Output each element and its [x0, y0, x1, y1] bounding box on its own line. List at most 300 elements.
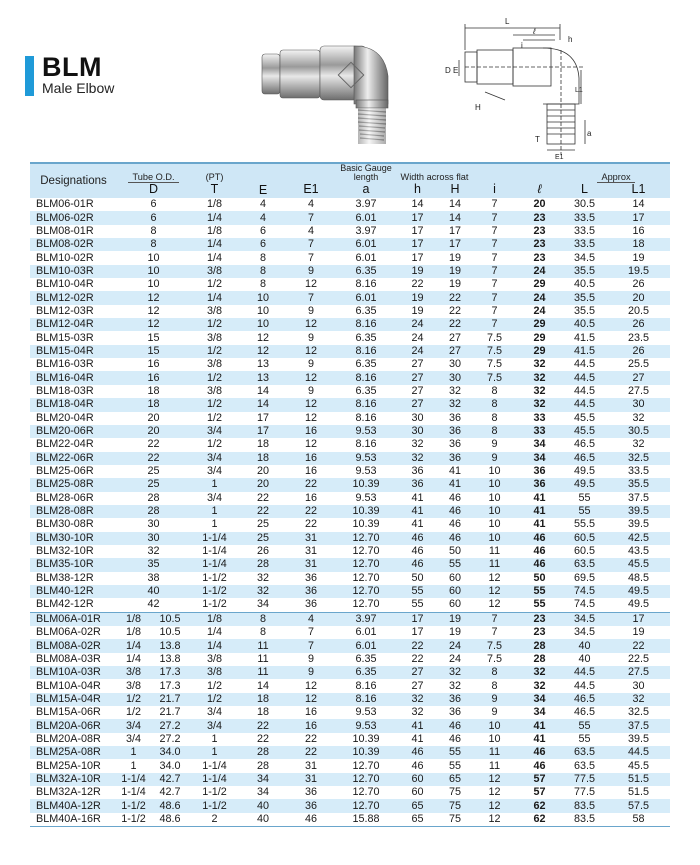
table-cell: 32.5 — [627, 706, 649, 719]
table-row — [30, 211, 670, 224]
table-cell: 20 — [239, 478, 287, 491]
table-cell: 12 — [256, 331, 269, 344]
table-cell: 12 — [287, 693, 335, 706]
table-row — [30, 318, 670, 331]
table-cell: 12 — [488, 571, 501, 584]
table-cell: 8 — [491, 384, 498, 397]
label-T: T — [535, 135, 540, 144]
table-cell: 11 — [472, 746, 517, 759]
table-cell: 41.5 — [562, 345, 607, 358]
table-cell: 28 — [533, 652, 546, 665]
table-cell: 19 — [438, 265, 472, 278]
table-cell: 25 — [117, 478, 190, 491]
table-cell: 46 — [448, 732, 461, 745]
table-cell: 46 — [438, 505, 472, 518]
table-cell: 27.5 — [627, 384, 649, 397]
table-cell: 9 — [287, 666, 335, 679]
table-cell: 3.97 — [355, 224, 377, 237]
table-cell: 22 — [397, 639, 438, 652]
table-cell: 16 — [287, 425, 335, 438]
table-cell: 60 — [411, 786, 424, 799]
table-cell: 10 — [488, 491, 501, 504]
table-cell: 65 — [397, 799, 438, 812]
table-cell: 1/2 — [206, 438, 222, 451]
table-cell: 7.5 — [472, 345, 517, 358]
table-cell: 1/2 — [206, 411, 222, 424]
table-cell: 1-1/2 — [190, 799, 239, 812]
table-cell: 1/4 — [190, 211, 239, 224]
table-row — [30, 746, 670, 759]
table-cell: 62 — [517, 799, 562, 812]
table-cell: 3.97 — [355, 198, 377, 211]
table-row — [30, 492, 670, 505]
table-cell: 1-1/2 — [117, 813, 150, 827]
table-cell: 14 — [448, 198, 461, 211]
table-cell: 7 — [491, 626, 498, 639]
table-cell: 11 — [488, 545, 501, 558]
table-cell: 30 — [397, 425, 438, 438]
table-cell: 46.5 — [573, 706, 595, 719]
table-cell: 8 — [491, 679, 498, 692]
table-cell: 46 — [517, 532, 562, 545]
table-cell: BLM15A-04R — [30, 693, 117, 706]
table-row — [30, 813, 670, 827]
page-title: BLM — [42, 52, 102, 82]
table-cell: 22 — [287, 505, 335, 518]
table-cell: 6.01 — [335, 211, 397, 224]
table-cell: 1 — [130, 759, 137, 772]
table-row — [30, 225, 670, 238]
table-cell: 3/8 — [206, 384, 222, 397]
table-cell: BLM25A-08R — [30, 746, 117, 759]
label-E: E — [453, 66, 459, 75]
table-cell: 10 — [239, 291, 287, 304]
table-cell: 30 — [411, 411, 424, 424]
label-l: ℓ — [533, 27, 536, 36]
table-cell: 32 — [533, 358, 546, 371]
table-cell: BLM32A-12R — [36, 786, 101, 799]
table-cell: 32 — [438, 666, 472, 679]
table-cell: 18 — [256, 706, 269, 719]
table-cell: 16 — [304, 491, 317, 504]
table-row — [30, 799, 670, 812]
table-cell: BLM28-08R — [30, 505, 117, 518]
table-cell: 36 — [438, 452, 472, 465]
table-cell: 1/2 — [206, 679, 222, 692]
table-cell: 24 — [411, 331, 424, 344]
table-cell: 46 — [397, 532, 438, 545]
table-cell: 10 — [488, 732, 501, 745]
table-cell: 11 — [472, 558, 517, 571]
table-cell: 28 — [239, 746, 287, 759]
table-cell: 17.3 — [150, 666, 190, 679]
table-cell: BLM30-10R — [30, 532, 117, 545]
table-cell: 6.35 — [355, 331, 377, 344]
label-h: h — [568, 35, 573, 44]
table-cell: 32 — [147, 545, 160, 558]
table-cell: 46 — [397, 558, 438, 571]
table-cell: 3/4 — [206, 491, 222, 504]
table-cell: 6 — [239, 238, 287, 251]
table-cell: 60 — [448, 598, 461, 611]
table-row — [30, 518, 670, 531]
male-elbow-photo — [258, 36, 408, 156]
page-subtitle: Male Elbow — [42, 80, 115, 96]
table-cell: 16 — [287, 719, 335, 732]
table-cell: 36 — [304, 786, 317, 799]
table-row — [30, 398, 670, 411]
table-cell: 51.5 — [627, 786, 649, 799]
table-cell: 1/4 — [206, 251, 222, 264]
label-L: L — [505, 17, 510, 26]
table-cell: BLM25-06R — [36, 465, 94, 478]
table-cell: 32 — [533, 384, 546, 397]
table-cell: 20 — [533, 198, 546, 211]
table-cell: 26 — [607, 318, 670, 331]
table-cell: 41 — [517, 505, 562, 518]
table-cell: 11 — [488, 759, 501, 772]
table-cell: 13 — [239, 371, 287, 384]
table-cell: 9 — [307, 358, 314, 371]
table-cell: 44.5 — [562, 371, 607, 384]
table-cell: 69.5 — [573, 571, 595, 584]
table-cell: 10.39 — [335, 746, 397, 759]
table-cell: 7 — [472, 318, 517, 331]
table-cell: 22 — [411, 652, 424, 665]
table-cell: 8 — [491, 411, 498, 424]
table-cell: 35.5 — [562, 265, 607, 278]
table-cell: 30 — [147, 518, 160, 531]
table-cell: 22 — [256, 491, 269, 504]
table-cell: 1/2 — [190, 345, 239, 358]
table-cell: 1/4 — [125, 652, 141, 665]
table-cell: 9 — [287, 265, 335, 278]
col-T: T — [190, 182, 239, 198]
table-cell: BLM10-04R — [36, 278, 94, 291]
col-E1: E1 — [287, 182, 335, 198]
table-cell: 33 — [533, 411, 546, 424]
table-cell: 34 — [533, 706, 546, 719]
table-cell: 12 — [304, 411, 317, 424]
table-row — [30, 278, 670, 291]
table-cell: 1/4 — [190, 238, 239, 251]
table-cell: 20 — [607, 291, 670, 304]
table-cell: BLM20A-06R — [30, 719, 117, 732]
table-row — [30, 693, 670, 706]
table-cell: 12.70 — [352, 545, 380, 558]
table-cell: 24 — [397, 345, 438, 358]
table-cell: 28 — [239, 558, 287, 571]
table-cell: 55.5 — [573, 518, 595, 531]
table-row — [30, 358, 670, 371]
table-cell: 32 — [533, 679, 546, 692]
table-row — [30, 505, 670, 518]
title-accent-bar — [25, 56, 34, 96]
table-cell: 41 — [533, 732, 546, 745]
table-cell: 40 — [239, 799, 287, 812]
table-cell: BLM25-08R — [30, 478, 117, 491]
table-cell: 1/2 — [190, 693, 239, 706]
table-cell: 9 — [307, 331, 314, 344]
table-cell: 12.70 — [352, 759, 380, 772]
table-cell: 7 — [472, 265, 517, 278]
table-cell: 36 — [448, 438, 461, 451]
table-cell: 22 — [117, 452, 190, 465]
table-cell: 9 — [307, 384, 314, 397]
table-cell: BLM30-08R — [36, 518, 94, 531]
table-cell: 34 — [517, 452, 562, 465]
table-cell: 12.70 — [335, 799, 397, 812]
table-cell: 50 — [448, 545, 461, 558]
table-cell: 32 — [517, 666, 562, 679]
table-cell: 30 — [438, 371, 472, 384]
table-cell: 8 — [239, 265, 287, 278]
table-cell: BLM15-03R — [36, 331, 94, 344]
table-cell: 41 — [517, 719, 562, 732]
table-row — [30, 438, 670, 451]
table-cell: BLM25A-10R — [36, 759, 101, 772]
table-cell: 34 — [256, 598, 269, 611]
table-cell: 19 — [632, 626, 645, 639]
table-cell: BLM38-12R — [36, 571, 94, 584]
table-row — [30, 572, 670, 585]
table-cell: 1-1/4 — [121, 786, 146, 799]
table-cell: 36 — [438, 425, 472, 438]
table-cell: 23 — [517, 612, 562, 626]
table-cell: 55 — [533, 598, 546, 611]
table-cell: 22 — [411, 278, 424, 291]
table-cell: 22 — [438, 291, 472, 304]
table-cell: 22 — [147, 438, 160, 451]
table-cell: 22 — [304, 518, 317, 531]
table-cell: 7 — [491, 251, 498, 264]
table-cell: 48.6 — [150, 813, 190, 827]
table-cell: 22.5 — [627, 652, 649, 665]
table-cell: 12 — [488, 598, 501, 611]
table-cell: 1/4 — [117, 639, 150, 652]
table-cell: 1/2 — [190, 318, 239, 331]
table-cell: 60.5 — [562, 532, 607, 545]
table-cell: 63.5 — [573, 759, 595, 772]
table-cell: 10 — [256, 304, 269, 317]
table-cell: 48.5 — [627, 571, 649, 584]
table-cell: 18 — [607, 238, 670, 251]
table-cell: 34 — [517, 693, 562, 706]
table-cell: 12.70 — [352, 571, 380, 584]
table-cell: 27 — [397, 371, 438, 384]
table-cell: 3/8 — [206, 331, 222, 344]
col-E: E — [239, 182, 287, 198]
label-i: i — [521, 41, 523, 50]
table-cell: 49.5 — [607, 585, 670, 598]
table-cell: 40 — [562, 639, 607, 652]
table-cell: BLM28-06R — [36, 491, 94, 504]
table-cell: 8.16 — [355, 411, 377, 424]
table-cell: 11 — [239, 639, 287, 652]
table-cell: 28 — [256, 759, 269, 772]
table-cell: 10.5 — [159, 626, 181, 639]
table-cell: 8 — [472, 425, 517, 438]
table-cell: 21.7 — [159, 706, 181, 719]
header-basic-gauge: Basic Gauge length — [335, 163, 397, 182]
table-cell: 10.39 — [335, 505, 397, 518]
table-cell: 8 — [150, 224, 157, 237]
table-cell: 36 — [287, 799, 335, 812]
table-cell: 22 — [287, 746, 335, 759]
table-row — [30, 345, 670, 358]
table-cell: BLM15-04R — [30, 345, 117, 358]
table-cell: 32 — [448, 679, 461, 692]
table-cell: 1 — [211, 518, 218, 531]
table-cell: 4 — [287, 612, 335, 626]
table-cell: 19 — [448, 626, 461, 639]
dimension-drawing — [435, 10, 600, 160]
table-cell: 32 — [607, 693, 670, 706]
table-cell: 17.3 — [159, 679, 181, 692]
table-cell: BLM06A-01R — [30, 612, 117, 626]
table-cell: 36 — [438, 693, 472, 706]
table-cell: 8.16 — [335, 318, 397, 331]
table-cell: 44.5 — [573, 358, 595, 371]
table-cell: 32 — [256, 571, 269, 584]
table-cell: 49.5 — [562, 478, 607, 491]
table-row — [30, 198, 670, 211]
table-cell: 1 — [211, 732, 218, 745]
table-cell: 27 — [607, 371, 670, 384]
table-cell: 4 — [307, 224, 314, 237]
table-cell: 41 — [411, 518, 424, 531]
table-cell: 10 — [472, 532, 517, 545]
table-cell: 8.16 — [335, 371, 397, 384]
table-row — [30, 626, 670, 639]
table-cell: 17 — [438, 238, 472, 251]
table-cell: 33.5 — [573, 224, 595, 237]
table-cell: 3/4 — [190, 719, 239, 732]
table-cell: 27.2 — [150, 719, 190, 732]
table-cell: 12.70 — [335, 585, 397, 598]
table-cell: 1/8 — [190, 612, 239, 626]
table-cell: 35.5 — [573, 304, 595, 317]
table-cell: 12 — [287, 398, 335, 411]
table-cell: 62 — [517, 813, 562, 827]
table-cell: 3/8 — [117, 666, 150, 679]
table-cell: 23 — [533, 251, 546, 264]
table-cell: 27 — [397, 398, 438, 411]
table-cell: 29 — [517, 345, 562, 358]
table-row — [30, 425, 670, 438]
table-row — [30, 719, 670, 732]
table-cell: 55 — [411, 598, 424, 611]
table-cell: 45.5 — [573, 411, 595, 424]
table-cell: 12.70 — [335, 773, 397, 786]
table-cell: 49.5 — [627, 598, 649, 611]
table-row — [30, 238, 670, 251]
table-cell: 3/4 — [190, 452, 239, 465]
table-cell: 8 — [472, 398, 517, 411]
table-cell: 24 — [517, 291, 562, 304]
table-cell: 8.16 — [355, 438, 377, 451]
table-cell: 16 — [304, 706, 317, 719]
table-cell: 36 — [517, 478, 562, 491]
header-tube-od: Tube O.D. — [128, 172, 178, 183]
table-cell: 30 — [607, 398, 670, 411]
table-cell: 77.5 — [562, 773, 607, 786]
table-cell: 12 — [304, 438, 317, 451]
table-cell: 39.5 — [627, 518, 649, 531]
table-cell: 17 — [411, 251, 424, 264]
table-cell: 17 — [239, 425, 287, 438]
table-cell: 17 — [411, 224, 424, 237]
table-cell: 57 — [517, 773, 562, 786]
table-cell: BLM16-03R — [36, 358, 94, 371]
table-cell: 7.5 — [472, 371, 517, 384]
table-cell: 65 — [438, 773, 472, 786]
table-cell: 46 — [438, 532, 472, 545]
table-cell: 12.70 — [352, 786, 380, 799]
table-cell: 40 — [239, 813, 287, 827]
table-cell: 1-1/4 — [117, 773, 150, 786]
table-cell: 49.5 — [573, 465, 595, 478]
table-cell: 14 — [239, 398, 287, 411]
table-cell: 46 — [438, 719, 472, 732]
table-cell: 6.35 — [335, 666, 397, 679]
table-cell: 17 — [448, 224, 461, 237]
table-cell: BLM10-03R — [30, 265, 117, 278]
table-cell: 19 — [397, 265, 438, 278]
table-cell: 6.01 — [355, 251, 377, 264]
table-cell: 7 — [472, 291, 517, 304]
table-cell: BLM12-03R — [36, 304, 94, 317]
table-cell: 6.35 — [355, 652, 377, 665]
table-cell: 65 — [397, 813, 438, 827]
table-cell: 8.16 — [335, 693, 397, 706]
table-cell: 12 — [117, 291, 190, 304]
table-cell: 32 — [239, 585, 287, 598]
table-cell: 46 — [533, 545, 546, 558]
table-cell: 1/2 — [206, 278, 222, 291]
table-cell: 32 — [438, 398, 472, 411]
table-cell: 1/2 — [190, 371, 239, 384]
table-cell: 46.5 — [562, 693, 607, 706]
table-cell: 31 — [287, 773, 335, 786]
label-D: D — [445, 66, 451, 75]
table-cell: BLM12-02R — [30, 291, 117, 304]
table-cell: 12 — [472, 813, 517, 827]
table-cell: 32 — [397, 693, 438, 706]
table-cell: 58 — [607, 813, 670, 827]
table-cell: 9 — [307, 652, 314, 665]
table-cell: 17 — [411, 626, 424, 639]
table-cell: 45.5 — [562, 425, 607, 438]
table-cell: 27 — [411, 358, 424, 371]
table-cell: BLM35-10R — [30, 558, 117, 571]
table-cell: 24 — [438, 639, 472, 652]
table-cell: 44.5 — [562, 398, 607, 411]
table-cell: 1/4 — [190, 639, 239, 652]
table-cell: 1-1/2 — [202, 786, 227, 799]
table-cell: 10 — [239, 318, 287, 331]
table-cell: 3/4 — [206, 706, 222, 719]
table-cell: 18 — [147, 384, 160, 397]
table-cell: 32 — [517, 398, 562, 411]
table-cell: 14 — [256, 384, 269, 397]
table-cell: 16 — [147, 358, 160, 371]
table-cell: 7 — [287, 211, 335, 224]
header-approx: Approx — [597, 172, 634, 183]
table-cell: 83.5 — [562, 799, 607, 812]
table-row — [30, 653, 670, 666]
table-cell: 10 — [472, 478, 517, 491]
